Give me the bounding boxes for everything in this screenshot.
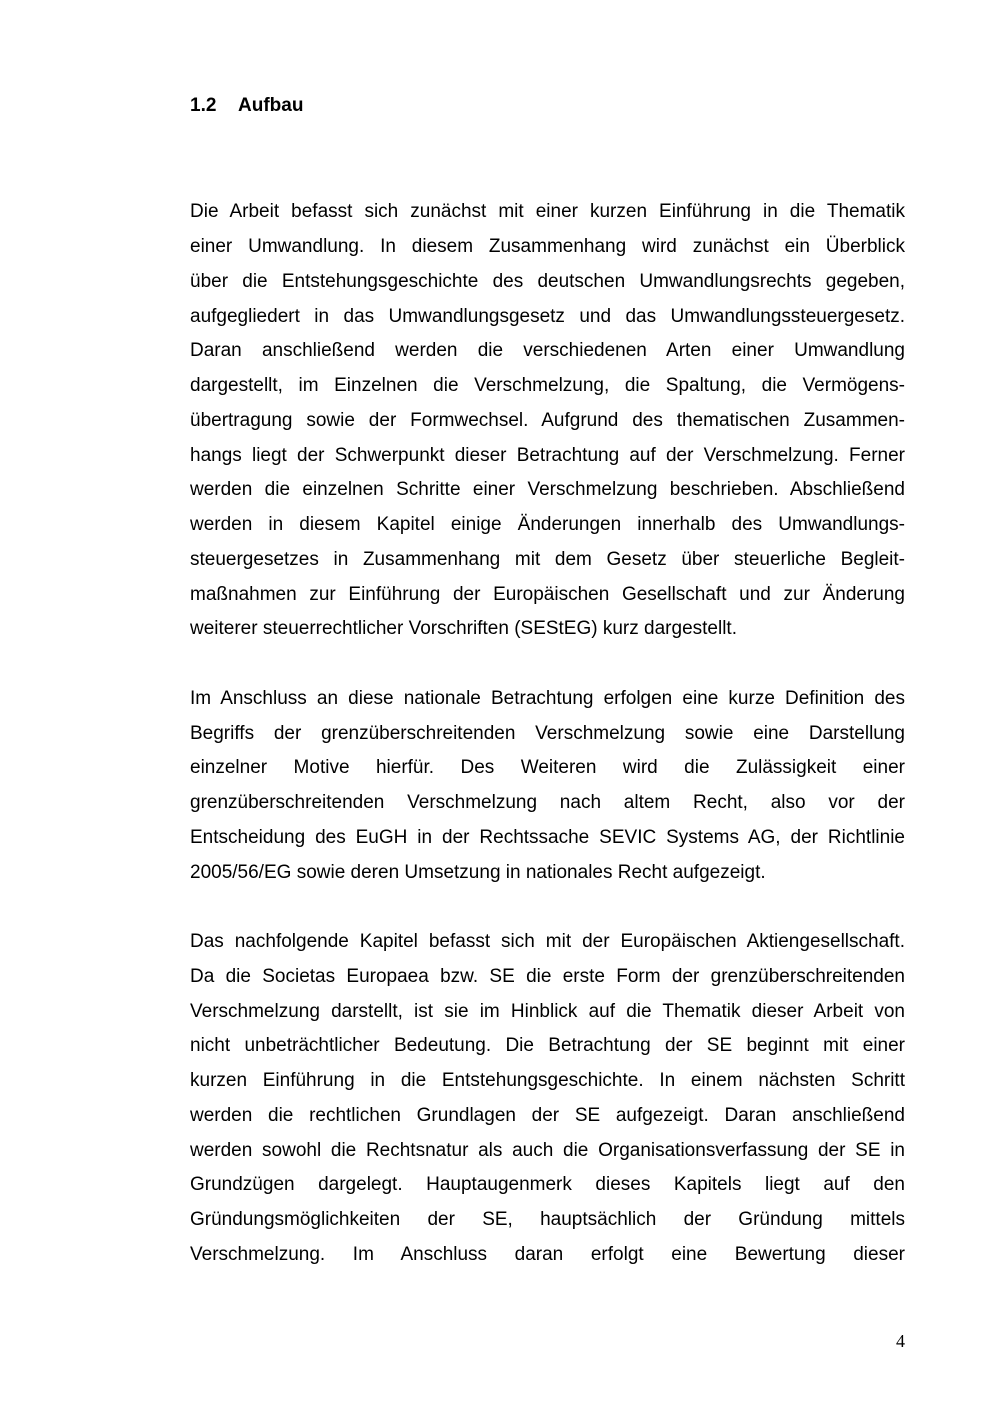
text-line: 2005/56/EG sowie deren Umsetzung in nationales Recht aufgezeigt. [190, 862, 766, 883]
text-line: werden die rechtlichen Grundlagen der SE aufgezeigt. Daran anschließend [190, 1105, 905, 1126]
text-line: hangs liegt der Schwerpunkt dieser Betrachtung auf der Verschmelzung. Ferner [190, 445, 905, 466]
page-number: 4 [896, 1331, 905, 1351]
text-line: steuergesetzes in Zusammenhang mit dem Gesetz über steuerliche Begleit- [190, 549, 905, 570]
text-line: kurzen Einführung in die Entstehungsgeschichte. In einem nächsten Schritt [190, 1070, 905, 1091]
text-line: weiterer steuerrechtlicher Vorschriften (SEStEG) kurz dargestellt. [190, 618, 737, 639]
text-line: aufgegliedert in das Umwandlungsgesetz und das Umwandlungssteuergesetz. [190, 306, 905, 327]
text-line: Im Anschluss an diese nationale Betrachtung erfolgen eine kurze Definition des [190, 688, 905, 709]
text-line: einzelner Motive hierfür. Des Weiteren wird die Zulässigkeit einer [190, 757, 905, 778]
text-line: Entscheidung des EuGH in der Rechtssache SEVIC Systems AG, der Richtlinie [190, 827, 905, 848]
text-line: Daran anschließend werden die verschiedenen Arten einer Umwandlung [190, 340, 905, 361]
section-title: Aufbau [238, 95, 304, 116]
text-line: maßnahmen zur Einführung der Europäischen Gesellschaft und zur Änderung [190, 584, 905, 605]
text-line: übertragung sowie der Formwechsel. Aufgrund des thematischen Zusammen- [190, 410, 905, 431]
text-line: Grundzügen dargelegt. Hauptaugenmerk dieses Kapitels liegt auf den [190, 1174, 905, 1195]
text-line: Da die Societas Europaea bzw. SE die erste Form der grenzüberschreitenden [190, 966, 905, 987]
text-line: über die Entstehungsgeschichte des deutschen Umwandlungsrechts gegeben, [190, 271, 905, 292]
text-line: werden die einzelnen Schritte einer Verschmelzung beschrieben. Abschließend [190, 479, 905, 500]
text-line: Das nachfolgende Kapitel befasst sich mit der Europäischen Aktiengesellschaft. [190, 931, 905, 952]
text-line: Gründungsmöglichkeiten der SE, hauptsächlich der Gründung mittels [190, 1209, 905, 1230]
text-line: werden sowohl die Rechtsnatur als auch die Organisationsverfassung der SE in [190, 1140, 905, 1161]
text-line: werden in diesem Kapitel einige Änderungen innerhalb des Umwandlungs- [190, 514, 905, 535]
text-line: dargestellt, im Einzelnen die Verschmelzung, die Spaltung, die Vermögens- [190, 375, 905, 396]
section-number: 1.2 [190, 95, 217, 116]
text-line: Verschmelzung darstellt, ist sie im Hinblick auf die Thematik dieser Arbeit von [190, 1001, 905, 1022]
text-line: Begriffs der grenzüberschreitenden Verschmelzung sowie eine Darstellung [190, 723, 905, 744]
text-line: nicht unbeträchtlicher Bedeutung. Die Betrachtung der SE beginnt mit einer [190, 1035, 905, 1056]
text-line: grenzüberschreitenden Verschmelzung nach altem Recht, also vor der [190, 792, 905, 813]
text-line: Verschmelzung. Im Anschluss daran erfolgt eine Bewertung dieser [190, 1244, 905, 1265]
text-line: Die Arbeit befasst sich zunächst mit einer kurzen Einführung in die Thematik [190, 201, 905, 222]
section-heading [190, 94, 303, 118]
text-line: einer Umwandlung. In diesem Zusammenhang wird zunächst ein Überblick [190, 236, 905, 257]
